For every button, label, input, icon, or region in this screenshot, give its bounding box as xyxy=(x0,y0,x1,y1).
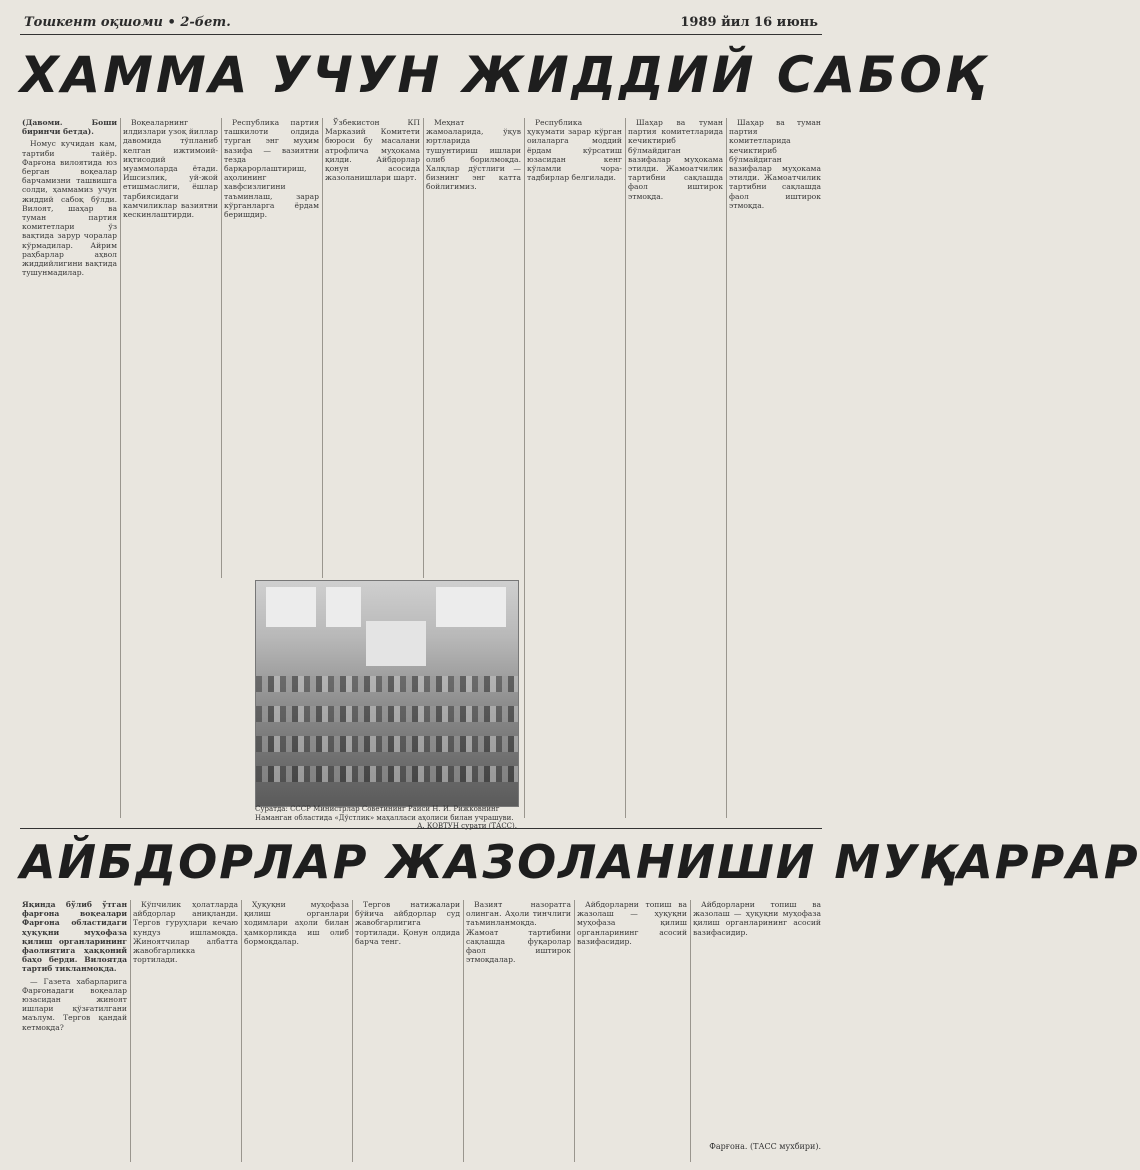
column-divider xyxy=(726,118,727,818)
article-column xyxy=(355,900,460,1162)
article-column xyxy=(22,900,127,1162)
column-divider xyxy=(574,900,575,1162)
article-column xyxy=(133,900,238,1162)
article-paragraph: Шаҳар ва туман партия комитетларида кечиктириб бўлмайдиган вазифалар муҳокама этилди. Жамоатчилик тартибни сақлашда фаол иштирок этмоқда. xyxy=(729,118,821,210)
article-column xyxy=(628,118,723,818)
news-photo xyxy=(255,580,519,807)
article-paragraph: Республика партия ташкилоти олдида турган энг муҳим вазифа — вазиятни тезда барқарорлаштириш, аҳолининг хавфсизлигини таъминлаш, зарар кўрганларга ёрдам беришдир. xyxy=(224,118,319,220)
article-headline: ХАММА УЧУН ЖИДДИЙ САБОҚ xyxy=(20,46,987,104)
article-paragraph: Ўзбекистон КП Марказий Комитети бюроси бу масалани атрофлича муҳокама қилди. Айбдорлар қонун асосида жазоланишлари шарт. xyxy=(325,118,420,183)
article-paragraph: Воқеаларнинг илдизлари узоқ йиллар давомида тўпланиб келган ижтимоий-иқтисодий муаммоларда ётади. Ишсизлик, уй-жой етишмаслиги, ёшлар тарбиясидаги камчиликлар вазиятни кескинлаштирди. xyxy=(123,118,218,220)
photo-credit: А. КОВТУН сурати (ТАСС). xyxy=(417,822,517,830)
article-paragraph: Номус кучидан кам, тартиби тайёр. Фарғона вилоятида юз берган воқеалар барчамизни ташвишга солди, ҳаммамиз учун жиддий сабоқ бўлди. Вилоят, шаҳар ва туман партия комитетлари ўз вақтида зарур чоралар кўрмадилар. Айрим раҳбарлар аҳвол жиддийлигини вақтида тушунмадилар. xyxy=(22,139,117,278)
photo-caption xyxy=(255,805,517,830)
column-divider xyxy=(625,118,626,818)
article-headline: АЙБДОРЛАР ЖАЗОЛАНИШИ МУҚАРРАР xyxy=(20,828,822,895)
article-column xyxy=(527,118,622,818)
article-paragraph: Республика ҳукумати зарар кўрган оилаларга моддий ёрдам кўрсатиш юзасидан кенг кўламли чора-тадбирлар белгилади. xyxy=(527,118,622,183)
article-column xyxy=(729,118,821,818)
newspaper-name: Тошкент оқшоми • 2-бет. xyxy=(24,15,231,30)
article-paragraph: Ҳуқуқни муҳофаза қилиш органлари ходимлари аҳоли билан ҳамкорликда иш олиб бормоқдалар. xyxy=(244,900,349,946)
column-divider xyxy=(221,118,222,578)
column-divider xyxy=(322,118,323,578)
photo-caption-text: Суратда: СССР Министрлар Советининг Раиси Н. И. Рижковнинг Наманган областида «Дўстлик» маҳалласи аҳолиси билан учрашуви. xyxy=(255,805,514,822)
column-divider xyxy=(241,900,242,1162)
article-lead: (Давоми. Боши биринчи бетда). xyxy=(22,118,117,137)
column-divider xyxy=(690,900,691,1162)
article-column xyxy=(224,118,319,578)
article-lead: Яқинда бўлиб ўтган фарғона воқеалари Фарғона областидаги ҳуқуқни муҳофаза қилиш органларининг фаолиятига ҳаққоний баҳо берди. Вилоятда тартиб тикланмоқда. xyxy=(22,900,127,974)
column-divider xyxy=(130,900,131,1162)
article-signature: Фарғона. (ТАСС мухбири). xyxy=(709,1142,821,1151)
column-divider xyxy=(463,900,464,1162)
article-paragraph: Меҳнат жамоаларида, ўқув юртларида тушунтириш ишлари олиб борилмоқда. Халқлар дўстлиги — бизнинг энг катта бойлигимиз. xyxy=(426,118,521,192)
article-column xyxy=(123,118,218,818)
article-paragraph: Кўпчилик ҳолатларда айбдорлар аниқланди. Тергов гуруҳлари кечаю кундуз ишламоқда. Жиноятчилар албатта жавобгарликка тортилади. xyxy=(133,900,238,965)
article-paragraph: Айбдорларни топиш ва жазолаш — ҳуқуқни муҳофаза қилиш органларининг асосий вазифасидир. xyxy=(577,900,687,946)
article-paragraph: Тергов натижалари бўйича айбдорлар суд жавобгарлигига тортилади. Қонун олдида барча тенг. xyxy=(355,900,460,946)
article-paragraph: Шаҳар ва туман партия комитетларида кечиктириб бўлмайдиган вазифалар муҳокама этилди. Жамоатчилик тартибни сақлашда фаол иштирок этмоқда. xyxy=(628,118,723,201)
column-divider xyxy=(524,118,525,818)
page-header xyxy=(20,12,822,35)
article-paragraph: Вазият назоратга олинган. Аҳоли тинчлиги таъминланмоқда. Жамоат тартибини сақлашда фуқаролар фаол иштирок этмоқдалар. xyxy=(466,900,571,965)
article-column xyxy=(244,900,349,1162)
article-column xyxy=(22,118,117,818)
issue-date: 1989 йил 16 июнь xyxy=(680,15,818,30)
column-divider xyxy=(352,900,353,1162)
article-column xyxy=(466,900,571,1162)
column-divider xyxy=(423,118,424,578)
article-column xyxy=(325,118,420,578)
article-paragraph: Айбдорларни топиш ва жазолаш — ҳуқуқни муҳофаза қилиш органларининг асосий вазифасидир. xyxy=(693,900,821,937)
column-divider xyxy=(120,118,121,818)
article-column xyxy=(693,900,821,1140)
article-paragraph: — Газета хабарларига Фарғонадаги воқеалар юзасидан жиноят ишлари қўзғатилгани маълум. Тергов қандай кетмоқда? xyxy=(22,976,127,1032)
article-column xyxy=(577,900,687,1162)
